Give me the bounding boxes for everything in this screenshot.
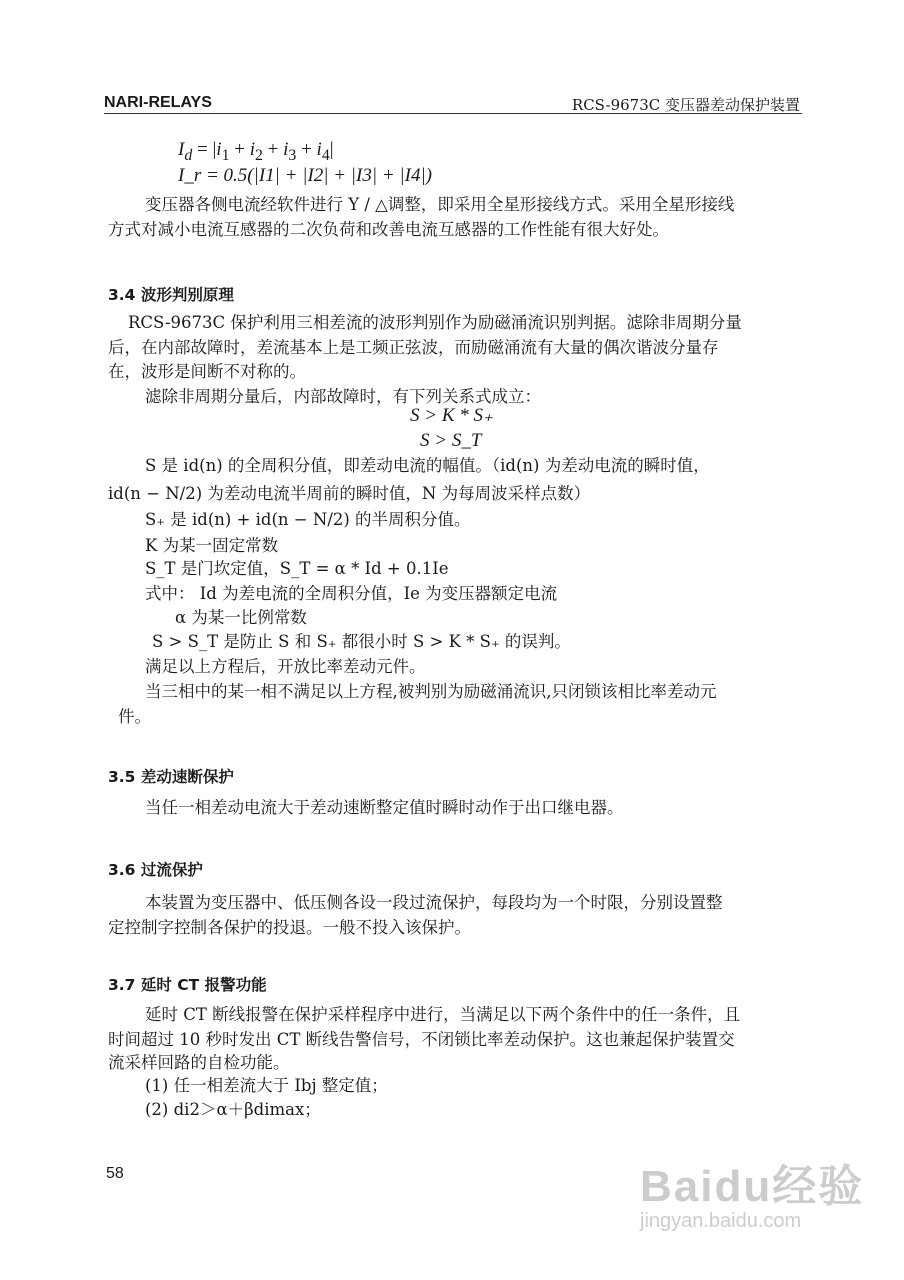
paragraph-line: 时间超过 10 秒时发出 CT 断线告警信号，不闭锁比率差动保护。这也兼起保护装置交 — [108, 1030, 735, 1049]
paragraph-line: 当任一相差动电流大于差动速断整定值时瞬时动作于出口继电器。 — [145, 798, 624, 817]
paragraph-line: RCS-9673C 保护利用三相差流的波形判别作为励磁涌流识别判据。滤除非周期分量 — [128, 313, 742, 332]
paragraph-line: 后，在内部故障时，差流基本上是工频正弦波，而励磁涌流有大量的偶次谐波分量存 — [108, 338, 719, 357]
paragraph-line: 延时 CT 断线报警在保护采样程序中进行，当满足以下两个条件中的任一条件，且 — [145, 1005, 741, 1024]
section-heading: 3.5 差动速断保护 — [108, 768, 234, 786]
paragraph-line: 流采样回路的自检功能。 — [108, 1053, 290, 1072]
paragraph-line: 本装置为变压器中、低压侧各设一段过流保护，每段均为一个时限，分别设置整 — [145, 893, 723, 912]
paragraph-line: 式中： Id 为差电流的全周积分值，Ie 为变压器额定电流 — [145, 584, 558, 603]
section-heading: 3.4 波形判别原理 — [108, 286, 234, 304]
paragraph-line: 变压器各侧电流经软件进行 Y / △调整，即采用全星形接线方式。采用全星形接线 — [145, 195, 735, 214]
paragraph-line: 在，波形是间断不对称的。 — [108, 362, 306, 381]
section-heading: 3.6 过流保护 — [108, 861, 203, 879]
paragraph-line: 件。 — [118, 707, 151, 726]
paragraph-line: K 为某一固定常数 — [145, 536, 279, 555]
equation: S > K * S₊ — [410, 405, 494, 426]
paragraph-line: 满足以上方程后，开放比率差动元件。 — [145, 657, 426, 676]
header-title: RCS-9673C 变压器差动保护装置 — [571, 96, 800, 114]
watermark-logo: Baidu经验 — [640, 1162, 865, 1211]
paragraph-line: id(n − N/2) 为差动电流半周前的瞬时值，N 为每周波采样点数） — [108, 484, 591, 503]
list-item: (2) di2＞α＋βdimax； — [145, 1100, 321, 1119]
paragraph-line: 方式对减小电流互感器的二次负荷和改善电流互感器的工作性能有很大好处。 — [108, 220, 669, 239]
paragraph-line: α 为某一比例常数 — [175, 608, 307, 627]
paragraph-line: S_T 是门坎定值，S_T = α * Id + 0.1Ie — [145, 559, 449, 578]
section-heading: 3.7 延时 CT 报警功能 — [108, 976, 267, 994]
paragraph-line: S > S_T 是防止 S 和 S₊ 都很小时 S > K * S₊ 的误判。 — [152, 632, 571, 651]
equation-ir: I_r = 0.5(|I1| + |I2| + |I3| + |I4|) — [178, 165, 433, 186]
header-brand: NARI-RELAYS — [104, 94, 212, 111]
baidu-watermark — [640, 1150, 864, 1233]
paragraph-line: 定控制字控制各保护的投退。一般不投入该保护。 — [108, 918, 471, 937]
equation: S > S_T — [420, 430, 482, 451]
watermark-url: jingyan.baidu.com — [640, 1210, 802, 1232]
equation-id: $I_d = |i_1 + i_2 + i_3 + i_4|$ — [178, 139, 334, 164]
paragraph-line: 滤除非周期分量后，内部故障时，有下列关系式成立： — [145, 387, 541, 406]
page-number: 58 — [106, 1165, 124, 1182]
paragraph-line: 当三相中的某一相不满足以上方程,被判别为励磁涌流识,只闭锁该相比率差动元 — [145, 682, 717, 701]
header-rule — [104, 113, 802, 114]
paragraph-line: S₊ 是 id(n) + id(n − N/2) 的半周积分值。 — [145, 510, 471, 529]
list-item: (1) 任一相差流大于 Ibj 整定值； — [145, 1076, 388, 1095]
paragraph-line: S 是 id(n) 的全周积分值，即差动电流的幅值。（id(n) 为差动电流的瞬时值， — [145, 456, 710, 475]
